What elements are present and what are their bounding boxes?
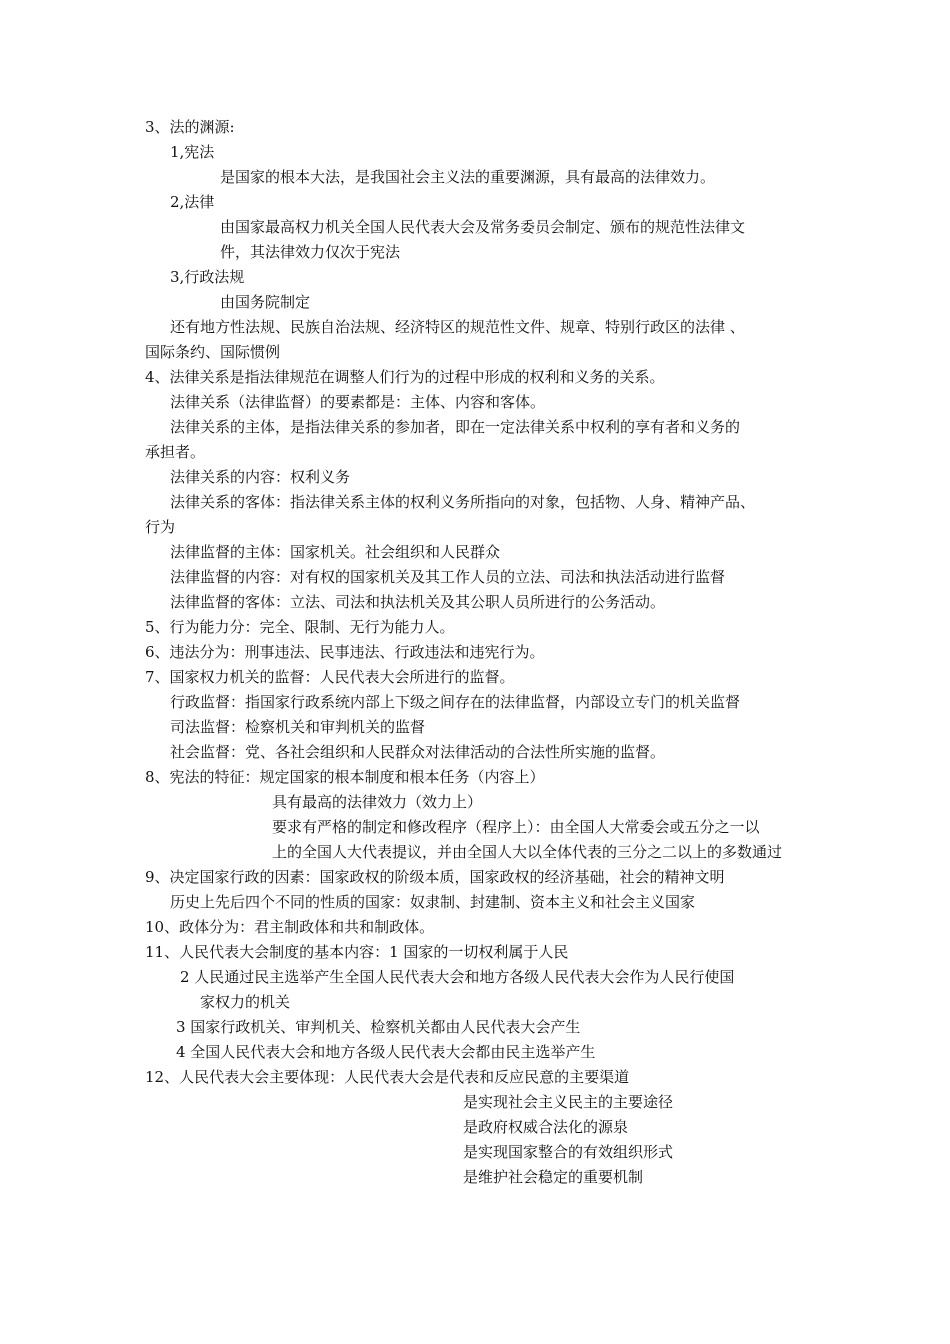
text-line: 3,行政法规 [170, 268, 245, 286]
text-line: 是维护社会稳定的重要机制 [463, 1168, 644, 1186]
text-line: 历史上先后四个不同的性质的国家：奴隶制、封建制、资本主义和社会主义国家 [170, 893, 696, 911]
text-line: 法律监督的客体：立法、司法和执法机关及其公职人员所进行的公务活动。 [170, 593, 666, 611]
text-line: 是实现国家整合的有效组织形式 [463, 1143, 674, 1161]
text-line: 法律关系的主体，是指法律关系的参加者，即在一定法律关系中权利的享有者和义务的 [170, 418, 741, 436]
text-line: 5、行为能力分：完全、限制、无行为能力人。 [145, 618, 455, 636]
text-line: 是国家的根本大法，是我国社会主义法的重要渊源，具有最高的法律效力。 [220, 168, 716, 186]
text-line: 3 国家行政机关、审判机关、检察机关都由人民代表大会产生 [176, 1018, 581, 1036]
text-line: 法律关系的内容：权利义务 [170, 468, 351, 486]
text-line: 家权力的机关 [200, 993, 291, 1011]
text-line: 要求有严格的制定和修改程序（程序上）：由全国人大常委会或五分之一以 [272, 818, 760, 836]
text-line: 件，其法律效力仅次于宪法 [220, 243, 401, 261]
text-line: 12、人民代表大会主要体现：人民代表大会是代表和反应民意的主要渠道 [145, 1068, 630, 1086]
text-line: 具有最高的法律效力（效力上） [272, 793, 483, 811]
text-line: 行为 [145, 518, 176, 536]
text-line: 国际条约、国际惯例 [145, 343, 281, 361]
text-line: 1,宪法 [170, 143, 215, 161]
text-line: 是政府权威合法化的源泉 [463, 1118, 629, 1136]
text-line: 由国务院制定 [220, 293, 311, 311]
text-line: 由国家最高权力机关全国人民代表大会及常务委员会制定、颁布的规范性法律文 [220, 218, 746, 236]
text-line: 4、法律关系是指法律规范在调整人们行为的过程中形成的权利和义务的关系。 [145, 368, 665, 386]
text-line: 法律监督的主体：国家机关。社会组织和人民群众 [170, 543, 501, 561]
text-line: 行政监督：指国家行政系统内部上下级之间存在的法律监督，内部设立专门的机关监督 [170, 693, 741, 711]
text-line: 法律关系（法律监督）的要素都是：主体、内容和客体。 [170, 393, 546, 411]
text-line: 法律关系的客体：指法律关系主体的权利义务所指向的对象，包括物、人身、精神产品、 [170, 493, 756, 511]
text-line: 法律监督的内容：对有权的国家机关及其工作人员的立法、司法和执法活动进行监督 [170, 568, 726, 586]
text-line: 上的全国人大代表提议，并由全国人大以全体代表的三分之二以上的多数通过 [272, 843, 783, 861]
text-line: 3、法的渊源: [145, 118, 235, 136]
text-line: 4 全国人民代表大会和地方各级人民代表大会都由民主选举产生 [176, 1043, 596, 1061]
text-line: 社会监督：党、各社会组织和人民群众对法律活动的合法性所实施的监督。 [170, 743, 666, 761]
text-line: 是实现社会主义民主的主要途径 [463, 1093, 674, 1111]
text-line: 承担者。 [145, 443, 206, 461]
text-line: 2 人民通过民主选举产生全国人民代表大会和地方各级人民代表大会作为人民行使国 [180, 968, 735, 986]
text-line: 2,法律 [170, 193, 215, 211]
text-line: 6、违法分为：刑事违法、民事违法、行政违法和违宪行为。 [145, 643, 545, 661]
text-line: 司法监督：检察机关和审判机关的监督 [170, 718, 426, 736]
text-line: 还有地方性法规、民族自治法规、经济特区的规范性文件、规章、特别行政区的法律 、 [170, 318, 745, 336]
text-line: 9、决定国家行政的因素：国家政权的阶级本质，国家政权的经济基础，社会的精神文明 [145, 868, 725, 886]
text-line: 11、人民代表大会制度的基本内容：1 国家的一切权利属于人民 [145, 943, 569, 961]
text-line: 7、国家权力机关的监督：人民代表大会所进行的监督。 [145, 668, 515, 686]
text-line: 8、宪法的特征：规定国家的根本制度和根本任务（内容上） [145, 768, 545, 786]
text-line: 10、政体分为：君主制政体和共和制政体。 [145, 918, 435, 936]
